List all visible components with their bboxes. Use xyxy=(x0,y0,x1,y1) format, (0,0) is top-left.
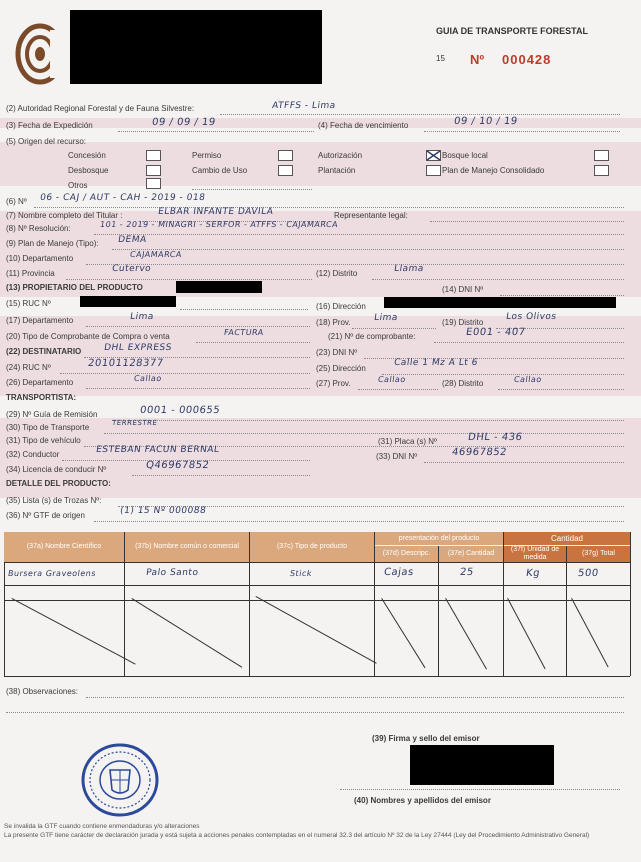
firma-label: (39) Firma y sello del emisor xyxy=(372,734,480,743)
th-descripcion: (37d) Descripc. xyxy=(375,546,438,562)
dni-33-value: 46967852 xyxy=(451,447,508,458)
cell-tipo-producto: Stick xyxy=(289,569,313,578)
dotted-line xyxy=(86,697,624,698)
remision-value: 0001 - 000655 xyxy=(139,405,221,416)
redacted-block xyxy=(176,281,262,293)
dotted-line xyxy=(132,475,310,476)
autoridad-label: (2) Autoridad Regional Forestal y de Fauna Silvestre: xyxy=(6,104,195,113)
checkbox-plan-manejo[interactable] xyxy=(426,165,441,176)
direccion-25-label: (25) Dirección xyxy=(316,364,366,373)
cell-descripcion: Cajas xyxy=(383,567,415,578)
number-prefix: Nº xyxy=(470,52,485,67)
transportista-label: TRANSPORTISTA: xyxy=(6,393,77,402)
table-line xyxy=(630,532,631,676)
placa-value: DHL - 436 xyxy=(467,432,524,443)
strike-line xyxy=(131,598,242,668)
departamento-26-label: (26) Departamento xyxy=(6,378,74,387)
table-line xyxy=(566,546,567,676)
strike-line xyxy=(507,598,545,669)
dotted-line xyxy=(196,342,310,343)
strike-line xyxy=(571,598,609,667)
placa-label: (31) Placa (s) Nº xyxy=(378,437,437,446)
th-unidad-medida: (37f) Unidad de medida xyxy=(504,546,566,562)
form-band xyxy=(0,142,641,186)
ruc-label: (15) RUC Nº xyxy=(6,299,51,308)
dotted-line xyxy=(430,221,624,222)
n-value: 06 - CAJ / AUT - CAH - 2019 - 018 xyxy=(39,193,206,203)
detalle-label: DETALLE DEL PRODUCTO: xyxy=(6,479,111,488)
checkbox-otros[interactable] xyxy=(146,178,161,189)
origen-cambio-uso: Cambio de Uso xyxy=(192,166,248,175)
th-total: (37g) Total xyxy=(567,546,630,562)
dotted-line xyxy=(352,328,436,329)
provincia-2-value: Lima xyxy=(373,313,399,323)
ruc-24-label: (24) RUC Nº xyxy=(6,363,51,372)
table-line xyxy=(124,532,125,676)
document-title: GUIA DE TRANSPORTE FORESTAL xyxy=(436,26,589,36)
dotted-line xyxy=(180,309,308,310)
origen-label: (5) Origen del recurso: xyxy=(6,137,87,146)
document-number: 000428 xyxy=(502,52,552,67)
seal-stamp-icon xyxy=(80,742,160,818)
conductor-label: (32) Conductor xyxy=(6,450,60,459)
strike-line xyxy=(12,598,136,665)
observaciones-label: (38) Observaciones: xyxy=(6,687,79,696)
dotted-line xyxy=(434,342,624,343)
table-line xyxy=(4,562,630,563)
th-cantidad-group: Cantidad xyxy=(504,532,630,545)
origen-desbosque: Desbosque xyxy=(68,166,109,175)
dni-label: (14) DNI Nº xyxy=(442,285,484,294)
dotted-line xyxy=(6,712,624,713)
origen-autorizacion: Autorización xyxy=(318,151,363,160)
cell-cantidad: 25 xyxy=(459,567,475,578)
checkbox-desbosque[interactable] xyxy=(146,165,161,176)
strike-line xyxy=(381,598,425,668)
dotted-line xyxy=(86,326,310,327)
dotted-line xyxy=(358,389,438,390)
dotted-line xyxy=(192,189,312,190)
provincia-label: (11) Provincia xyxy=(6,269,55,278)
departamento-26-value: Callao xyxy=(133,374,163,383)
dotted-line xyxy=(104,433,624,434)
licencia-value: Q46967852 xyxy=(145,460,211,471)
checkbox-plantacion[interactable] xyxy=(594,165,609,176)
cell-total: 500 xyxy=(577,568,600,579)
departamento-2-label: (17) Departamento xyxy=(6,316,74,325)
dotted-line xyxy=(112,249,624,250)
nombres-label: (40) Nombres y apellidos del emisor xyxy=(354,796,491,805)
dotted-line xyxy=(86,264,624,265)
distrito-2-value: Los Olivos xyxy=(505,312,558,322)
provincia-2-label: (18) Prov. xyxy=(316,318,351,327)
th-presentacion-group: presentación del producto xyxy=(375,532,503,545)
table-line xyxy=(503,532,504,676)
departamento-2-value: Lima xyxy=(129,312,155,322)
dotted-line xyxy=(118,131,314,132)
cell-nombre-comun: Palo Santo xyxy=(145,568,200,578)
dotted-line xyxy=(424,462,624,463)
fecha-vencimiento-label: (4) Fecha de vencimiento xyxy=(318,121,409,130)
tipo-transporte-value: TERRESTRE xyxy=(111,419,158,427)
distrito-value: Llama xyxy=(393,264,425,274)
distrito-28-value: Callao xyxy=(513,375,543,384)
table-line xyxy=(249,532,250,676)
series-number: 15 xyxy=(436,54,445,63)
dotted-line xyxy=(382,374,624,375)
checkbox-concesion[interactable] xyxy=(146,150,161,161)
autoridad-value: ATFFS - Lima xyxy=(271,101,337,111)
strike-line xyxy=(445,598,487,670)
lista-trozas-label: (35) Lista (s) de Trozas Nº: xyxy=(6,496,102,505)
dotted-line xyxy=(112,420,624,421)
plan-manejo-value: DEMA xyxy=(117,235,148,245)
checkbox-cambio-uso[interactable] xyxy=(278,165,293,176)
table-line xyxy=(4,600,630,601)
representante-label: Representante legal: xyxy=(334,211,408,220)
dotted-line xyxy=(94,234,624,235)
origen-bosque-local: Bosque local xyxy=(442,151,488,160)
checkbox-extra[interactable] xyxy=(594,150,609,161)
remision-label: (29) Nº Guía de Remisión xyxy=(6,410,98,419)
logo-icon xyxy=(14,10,70,96)
titular-value: ELBAR INFANTE DAVILA xyxy=(157,207,275,217)
th-tipo-producto: (37c) Tipo de producto xyxy=(250,532,374,562)
dotted-line xyxy=(372,279,624,280)
dotted-line xyxy=(66,279,312,280)
destinatario-value: DHL EXPRESS xyxy=(103,343,173,353)
origen-plan-manejo-consolidado: Plan de Manejo Consolidado xyxy=(442,166,545,175)
dotted-line xyxy=(424,131,620,132)
checkbox-permiso[interactable] xyxy=(278,150,293,161)
dotted-line xyxy=(94,521,624,522)
cell-unidad: Kg xyxy=(525,568,541,579)
strike-line xyxy=(256,596,377,664)
th-nombre-comun: (37b) Nombre común o comercial xyxy=(125,532,249,562)
dotted-line xyxy=(498,389,624,390)
origen-otros: Otros xyxy=(68,181,88,190)
departamento-value: CAJAMARCA xyxy=(129,250,183,259)
table-line xyxy=(374,532,375,676)
distrito-28-label: (28) Distrito xyxy=(442,379,484,388)
direccion-25-value: Calle 1 Mz A Lt 6 xyxy=(393,358,479,368)
nota-invalida: Se invalida la GTF cuando contiene enmendaduras y/o alteraciones xyxy=(4,823,200,830)
distrito-2-label: (19) Distrito xyxy=(442,318,484,327)
cell-nombre-cientifico: Bursera Graveolens xyxy=(7,569,97,578)
titular-label: (7) Nombre completo del Titular : xyxy=(6,211,123,220)
redacted-block xyxy=(384,297,616,308)
ruc-24-value: 20101128377 xyxy=(87,358,165,369)
table-line xyxy=(438,546,439,676)
dotted-line xyxy=(34,207,624,208)
fecha-vencimiento-value: 09 / 10 / 19 xyxy=(453,116,519,127)
departamento-label: (10) Departamento xyxy=(6,254,74,263)
redacted-block xyxy=(70,10,322,84)
table-line xyxy=(4,562,5,676)
origen-plantacion: Plantación xyxy=(318,166,356,175)
origen-concesion: Concesión xyxy=(68,151,106,160)
plan-manejo-label: (9) Plan de Manejo (Tipo): xyxy=(6,239,99,248)
table-line xyxy=(4,585,630,586)
provincia-27-value: Callao xyxy=(377,375,407,384)
comprobante-tipo-value: FACTURA xyxy=(223,328,265,337)
dotted-line xyxy=(340,789,620,790)
gtf-origen-value: (1) 15 Nº 000088 xyxy=(119,506,207,516)
gtf-origen-label: (36) Nº GTF de origen xyxy=(6,511,85,520)
table-line xyxy=(4,676,630,677)
tipo-vehiculo-label: (31) Tipo de vehículo xyxy=(6,436,81,445)
th-cantidad: (37e) Cantidad xyxy=(439,546,503,562)
provincia-27-label: (27) Prov. xyxy=(316,379,351,388)
comprobante-tipo-label: (20) Tipo de Comprobante de Compra o venta xyxy=(6,332,170,341)
destinatario-label: (22) DESTINATARIO xyxy=(6,347,82,356)
th-nombre-cientifico: (37a) Nombre Científico xyxy=(4,532,124,562)
check-mark-icon xyxy=(426,150,441,161)
dni-23-label: (23) DNI Nº xyxy=(316,348,358,357)
resolucion-value: 101 - 2019 - MINAGRI - SERFOR - ATFFS - CAJAMARCA xyxy=(99,220,339,229)
origen-permiso: Permiso xyxy=(192,151,222,160)
redacted-block xyxy=(410,745,554,785)
provincia-value: Cutervo xyxy=(111,264,152,274)
resolucion-label: (8) Nº Resolución: xyxy=(6,224,71,233)
dotted-line xyxy=(500,295,624,296)
distrito-label: (12) Distrito xyxy=(316,269,358,278)
dotted-line xyxy=(220,114,620,115)
tipo-transporte-label: (30) Tipo de Transporte xyxy=(6,423,90,432)
fecha-expedicion-label: (3) Fecha de Expedición xyxy=(6,121,93,130)
n-label: (6) Nº xyxy=(6,197,27,206)
dotted-line xyxy=(86,388,310,389)
nota-declaracion: La presente GTF tiene carácter de declaración jurada y está sujeta a acciones penales contempladas en el numeral 32.3 del artículo Nº 32 de la Ley 27444 (Ley del Procedimiento Administrativo General) xyxy=(4,832,590,839)
fecha-expedicion-value: 09 / 09 / 19 xyxy=(151,117,217,128)
dotted-line xyxy=(60,373,310,374)
comprobante-n-label: (21) Nº de comprobante: xyxy=(328,332,416,341)
dni-33-label: (33) DNI Nº xyxy=(376,452,418,461)
comprobante-n-value: E001 - 407 xyxy=(465,327,527,338)
conductor-value: ESTEBAN FACUN BERNAL xyxy=(95,445,221,455)
licencia-label: (34) Licencia de conducir Nº xyxy=(6,465,107,474)
propietario-label: (13) PROPIETARIO DEL PRODUCTO xyxy=(6,283,143,292)
redacted-block xyxy=(80,296,176,307)
direccion-label: (16) Dirección xyxy=(316,302,366,311)
